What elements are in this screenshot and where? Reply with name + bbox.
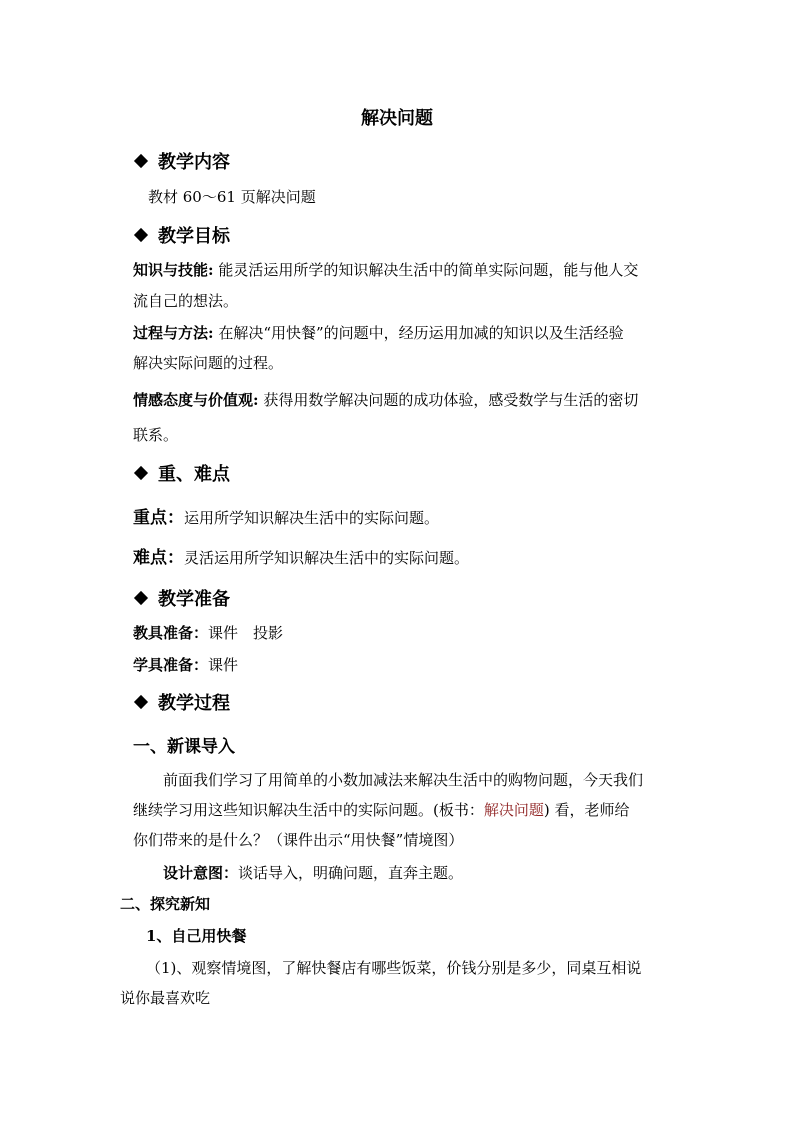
- heading-text: 教学内容: [158, 152, 230, 173]
- section-heading-keypoints: [136, 460, 230, 486]
- difficulty-line: [133, 543, 469, 568]
- sub1-line2: 说你最喜欢吃: [120, 989, 211, 1007]
- content-text: 教材 60～61 页解决问题: [148, 188, 316, 206]
- sub1-heading: 1、自己用快餐: [146, 927, 247, 945]
- section-heading-content: [136, 148, 230, 174]
- goal-knowledge-line1: [133, 259, 638, 280]
- intro-line2-start: 继续学习用这些知识解决生活中的实际问题。(板书：: [133, 801, 484, 819]
- keypoint-label: 重点：: [133, 508, 184, 528]
- explore-heading: 二、探究新知: [120, 895, 211, 913]
- blackboard-title: 解决问题: [483, 801, 544, 819]
- goal-process-label: 过程与方法:: [133, 324, 214, 342]
- section-heading-process: [136, 689, 230, 715]
- goal-knowledge-text: 能灵活运用所学的知识解决生活中的简单实际问题，能与他人交: [213, 261, 639, 279]
- diamond-bullet-icon: [134, 228, 148, 242]
- heading-text: 教学准备: [158, 589, 230, 610]
- design-intent-text: 谈话导入，明确问题，直奔主题。: [238, 864, 464, 882]
- prep-student-label: 学具准备：: [133, 656, 209, 674]
- goal-process-line1: [133, 322, 624, 343]
- prep-teacher-line: [133, 622, 283, 643]
- design-intent-line: [163, 862, 463, 883]
- page-title: 解决问题: [361, 108, 433, 129]
- intro-line1: 前面我们学习了用简单的小数加减法来解决生活中的购物问题，今天我们: [163, 771, 644, 789]
- goal-process-text: 在解决“用快餐”的问题中，经历运用加减的知识以及生活经验: [213, 324, 624, 342]
- diamond-bullet-icon: [134, 154, 148, 168]
- prep-student-line: [133, 654, 238, 675]
- prep-teacher-text: 课件 投影: [208, 624, 284, 642]
- diamond-bullet-icon: [134, 466, 148, 480]
- goal-emotion-label: 情感态度与价值观:: [133, 391, 259, 409]
- intro-line2: [133, 799, 630, 820]
- diamond-bullet-icon: [134, 591, 148, 605]
- difficulty-label: 难点：: [133, 548, 184, 568]
- goal-emotion-text: 获得用数学解决问题的成功体验，感受数学与生活的密切: [258, 391, 639, 409]
- design-intent-label: 设计意图：: [163, 864, 239, 882]
- sub1-line1: （1)、观察情境图，了解快餐店有哪些饭菜，价钱分别是多少，同桌互相说: [146, 959, 642, 977]
- heading-text: 重、难点: [158, 464, 230, 485]
- section-heading-prep: [136, 585, 230, 611]
- section-heading-goals: [136, 222, 230, 248]
- goal-knowledge-line2: 流自己的想法。: [133, 292, 239, 310]
- difficulty-text: 灵活运用所学知识解决生活中的实际问题。: [184, 549, 470, 567]
- prep-student-text: 课件: [208, 656, 239, 674]
- heading-text: 教学过程: [158, 693, 230, 714]
- diamond-bullet-icon: [134, 695, 148, 709]
- prep-teacher-label: 教具准备：: [133, 624, 209, 642]
- intro-line3: 你们带来的是什么？（课件出示“用快餐”情境图）: [133, 831, 464, 849]
- intro-line2-end: ) 看，老师给: [543, 801, 630, 819]
- goal-knowledge-label: 知识与技能:: [133, 261, 214, 279]
- heading-text: 教学目标: [158, 226, 230, 247]
- goal-emotion-line1: [133, 389, 638, 410]
- goal-emotion-line2: 联系。: [133, 426, 179, 444]
- keypoint-text: 运用所学知识解决生活中的实际问题。: [184, 509, 440, 527]
- intro-heading: 一、新课导入: [133, 737, 235, 757]
- keypoint-line: [133, 503, 439, 528]
- goal-process-line2: 解决实际问题的过程。: [133, 354, 284, 372]
